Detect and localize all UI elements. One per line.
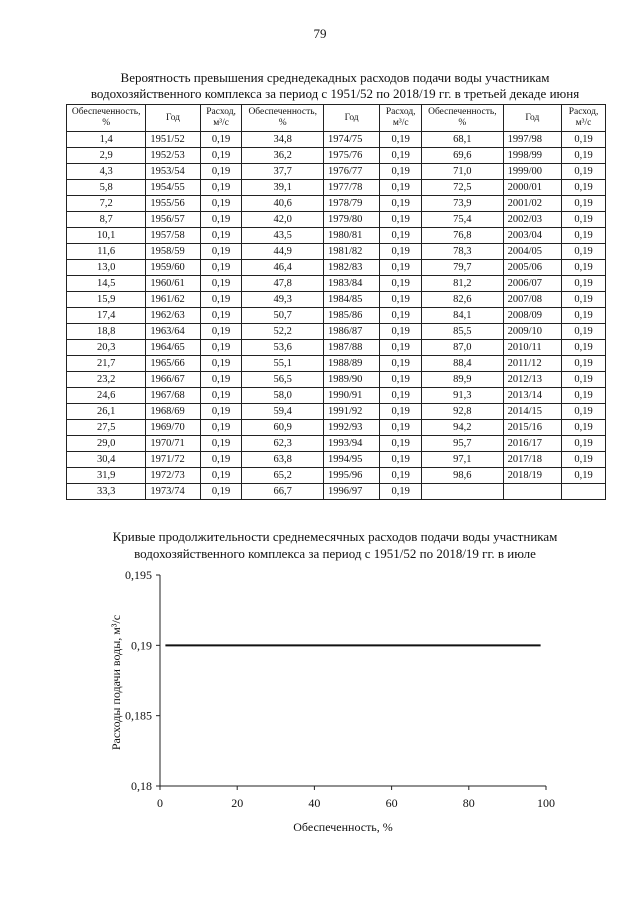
table-cell: 2010/11: [503, 340, 561, 356]
table-cell: 1966/67: [146, 372, 200, 388]
table-cell: 1995/96: [323, 468, 379, 484]
table-cell: 1952/53: [146, 148, 200, 164]
header-cell: Обеспеченность, %: [422, 105, 503, 132]
table-title-line-1: Вероятность превышения среднедекадных расходов подачи воды участникам: [120, 70, 550, 85]
table-cell: 62,3: [242, 436, 323, 452]
x-tick-label: 60: [385, 796, 398, 810]
table-cell: 52,2: [242, 324, 323, 340]
table-cell: 0,19: [562, 228, 606, 244]
table-cell: 2000/01: [503, 180, 561, 196]
table-cell: 47,8: [242, 276, 323, 292]
table-cell: 26,1: [67, 404, 146, 420]
table-cell: 23,2: [67, 372, 146, 388]
table-cell: 1985/86: [323, 308, 379, 324]
y-tick-label: 0,195: [125, 568, 152, 582]
table-cell: 0,19: [380, 340, 422, 356]
table-cell: 84,1: [422, 308, 503, 324]
table-cell: 1953/54: [146, 164, 200, 180]
table-cell: 0,19: [380, 468, 422, 484]
table-cell: 0,19: [380, 372, 422, 388]
table-cell: 0,19: [380, 388, 422, 404]
table-cell: 0,19: [380, 484, 422, 500]
table-cell: 1993/94: [323, 436, 379, 452]
x-tick-label: 40: [308, 796, 321, 810]
table-cell: 97,1: [422, 452, 503, 468]
table-cell: 1958/59: [146, 244, 200, 260]
table-cell: 0,19: [380, 308, 422, 324]
table-cell: 0,19: [380, 436, 422, 452]
table-cell: 14,5: [67, 276, 146, 292]
table-cell: 1962/63: [146, 308, 200, 324]
table-cell: 29,0: [67, 436, 146, 452]
table-cell: 2007/08: [503, 292, 561, 308]
table-cell: 1969/70: [146, 420, 200, 436]
table-cell: 1957/58: [146, 228, 200, 244]
table-cell: 1976/77: [323, 164, 379, 180]
table-cell: 49,3: [242, 292, 323, 308]
table-cell: 30,4: [67, 452, 146, 468]
table-cell: 27,5: [67, 420, 146, 436]
table-cell: 2,9: [67, 148, 146, 164]
table-cell: 10,1: [67, 228, 146, 244]
table-cell: 40,6: [242, 196, 323, 212]
table-cell: 17,4: [67, 308, 146, 324]
table-cell: 1999/00: [503, 164, 561, 180]
table-cell: 98,6: [422, 468, 503, 484]
table-cell: 0,19: [380, 452, 422, 468]
table-cell: 8,7: [67, 212, 146, 228]
table-cell: 1997/98: [503, 132, 561, 148]
y-tick-label: 0,18: [131, 779, 152, 793]
table-cell: 1972/73: [146, 468, 200, 484]
table-cell: 20,3: [67, 340, 146, 356]
table-cell: 0,19: [200, 420, 242, 436]
table-cell: 0,19: [200, 308, 242, 324]
table-cell: 0,19: [380, 420, 422, 436]
table-cell: 1,4: [67, 132, 146, 148]
table-cell: 68,1: [422, 132, 503, 148]
table-cell: 0,19: [562, 196, 606, 212]
table-cell: 1975/76: [323, 148, 379, 164]
table-cell: 1983/84: [323, 276, 379, 292]
table-cell: 58,0: [242, 388, 323, 404]
table-cell: 0,19: [562, 148, 606, 164]
table-cell: 81,2: [422, 276, 503, 292]
table-cell: 1963/64: [146, 324, 200, 340]
header-cell: Год: [323, 105, 379, 132]
chart-title-line-2: водохозяйственного комплекса за период с 1951/52 по 2018/19 гг. в июле: [134, 546, 536, 561]
table-cell: 0,19: [562, 308, 606, 324]
table-cell: 76,8: [422, 228, 503, 244]
table-cell: 1968/69: [146, 404, 200, 420]
table-cell: 46,4: [242, 260, 323, 276]
table-cell: 2011/12: [503, 356, 561, 372]
table-cell: 0,19: [380, 244, 422, 260]
table-cell: 2012/13: [503, 372, 561, 388]
table-cell: 91,3: [422, 388, 503, 404]
table-cell: 79,7: [422, 260, 503, 276]
table-cell: 53,6: [242, 340, 323, 356]
table-cell: 0,19: [200, 148, 242, 164]
table-cell: 56,5: [242, 372, 323, 388]
table-cell: 0,19: [200, 228, 242, 244]
table-cell: 2009/10: [503, 324, 561, 340]
table-cell: 24,6: [67, 388, 146, 404]
table-cell: 0,19: [380, 196, 422, 212]
table-cell: 1979/80: [323, 212, 379, 228]
table-cell: 0,19: [562, 372, 606, 388]
table-cell: 0,19: [380, 148, 422, 164]
table-cell: 1984/85: [323, 292, 379, 308]
table-cell: 1998/99: [503, 148, 561, 164]
table-cell: 0,19: [200, 324, 242, 340]
table-cell: 0,19: [380, 292, 422, 308]
table-cell: 0,19: [200, 132, 242, 148]
table-cell: 13,0: [67, 260, 146, 276]
table-cell: 15,9: [67, 292, 146, 308]
header-cell: Расход, м³/с: [380, 105, 422, 132]
table-cell: 1951/52: [146, 132, 200, 148]
table-cell: 1964/65: [146, 340, 200, 356]
table-cell: 34,8: [242, 132, 323, 148]
chart-title-line-1: Кривые продолжительности среднемесячных расходов подачи воды участникам: [112, 529, 558, 544]
x-axis-label: Обеспеченность, %: [293, 820, 393, 834]
table-cell: 37,7: [242, 164, 323, 180]
table-cell: 1956/57: [146, 212, 200, 228]
table-cell: 1982/83: [323, 260, 379, 276]
table-cell: 2006/07: [503, 276, 561, 292]
table-cell: 0,19: [200, 292, 242, 308]
table-cell: 0,19: [380, 276, 422, 292]
table-cell: 43,5: [242, 228, 323, 244]
table-cell: 0,19: [562, 436, 606, 452]
table-cell: 0,19: [562, 420, 606, 436]
table-cell: 0,19: [562, 452, 606, 468]
table-cell: 1961/62: [146, 292, 200, 308]
header-cell: Обеспеченность, %: [242, 105, 323, 132]
table-cell: 87,0: [422, 340, 503, 356]
table-cell: 59,4: [242, 404, 323, 420]
table-cell: 55,1: [242, 356, 323, 372]
table-cell: 0,19: [380, 180, 422, 196]
table-cell: 0,19: [200, 372, 242, 388]
table-cell: 78,3: [422, 244, 503, 260]
x-tick-label: 100: [537, 796, 555, 810]
table-cell: 0,19: [562, 388, 606, 404]
table-cell: 71,0: [422, 164, 503, 180]
table-cell: 0,19: [200, 452, 242, 468]
table-cell: 72,5: [422, 180, 503, 196]
table-cell: 1989/90: [323, 372, 379, 388]
table-cell: 0,19: [200, 484, 242, 500]
y-tick-label: 0,19: [131, 638, 152, 653]
table-cell: 50,7: [242, 308, 323, 324]
table-cell: 2017/18: [503, 452, 561, 468]
y-tick-label: 0,185: [125, 708, 152, 723]
table-cell: 0,19: [562, 132, 606, 148]
table-cell: 1970/71: [146, 436, 200, 452]
table-cell: 2008/09: [503, 308, 561, 324]
table-cell: 0,19: [200, 356, 242, 372]
table-cell: 0,19: [200, 196, 242, 212]
table-cell: 31,9: [67, 468, 146, 484]
table-cell: 2004/05: [503, 244, 561, 260]
table-cell: 0,19: [562, 468, 606, 484]
table-cell: 1965/66: [146, 356, 200, 372]
table-cell: 1954/55: [146, 180, 200, 196]
table-cell: 0,19: [562, 340, 606, 356]
table-cell: 33,3: [67, 484, 146, 500]
table-cell: 1981/82: [323, 244, 379, 260]
table-cell: 0,19: [380, 212, 422, 228]
header-cell: Расход, м³/с: [200, 105, 242, 132]
table-cell: 1974/75: [323, 132, 379, 148]
table-cell: 2003/04: [503, 228, 561, 244]
table-cell: 0,19: [200, 340, 242, 356]
table-cell: 0,19: [562, 276, 606, 292]
page-number: 79: [313, 26, 327, 41]
table-cell: 0,19: [200, 180, 242, 196]
table-cell: 1996/97: [323, 484, 379, 500]
table-cell: 1977/78: [323, 180, 379, 196]
table-cell: 1959/60: [146, 260, 200, 276]
table-cell: 0,19: [200, 404, 242, 420]
table-cell: 0,19: [380, 164, 422, 180]
table-cell: 1991/92: [323, 404, 379, 420]
table-cell: 0,19: [200, 244, 242, 260]
table-cell: 2002/03: [503, 212, 561, 228]
table-cell: 85,5: [422, 324, 503, 340]
header-cell: Обеспеченность, %: [67, 105, 146, 132]
table-cell: 4,3: [67, 164, 146, 180]
table-cell: 0,19: [200, 468, 242, 484]
table-cell: 1988/89: [323, 356, 379, 372]
table-cell: 0,19: [562, 212, 606, 228]
table-cell: 2001/02: [503, 196, 561, 212]
table-cell: 1971/72: [146, 452, 200, 468]
table-cell: 94,2: [422, 420, 503, 436]
table-cell: 0,19: [562, 164, 606, 180]
table-cell: 1960/61: [146, 276, 200, 292]
table-cell: 44,9: [242, 244, 323, 260]
table-cell: 2005/06: [503, 260, 561, 276]
table-cell: 0,19: [380, 324, 422, 340]
header-cell: Год: [146, 105, 200, 132]
table-cell: 7,2: [67, 196, 146, 212]
table-cell: 0,19: [380, 132, 422, 148]
table-cell: 1980/81: [323, 228, 379, 244]
table-cell: 1955/56: [146, 196, 200, 212]
table-cell: 0,19: [562, 260, 606, 276]
table-cell: 95,7: [422, 436, 503, 452]
table-cell: 1994/95: [323, 452, 379, 468]
table-cell: 11,6: [67, 244, 146, 260]
table-cell: 89,9: [422, 372, 503, 388]
table-cell: 0,19: [200, 212, 242, 228]
table-cell: 1978/79: [323, 196, 379, 212]
table-cell: 0,19: [562, 244, 606, 260]
x-tick-label: 0: [157, 796, 163, 810]
table-cell: 1992/93: [323, 420, 379, 436]
table-cell: 2016/17: [503, 436, 561, 452]
table-cell: 1990/91: [323, 388, 379, 404]
table-cell: 2013/14: [503, 388, 561, 404]
table-cell: 36,2: [242, 148, 323, 164]
table-cell: 0,19: [380, 404, 422, 420]
table-cell: 92,8: [422, 404, 503, 420]
table-cell: 0,19: [380, 356, 422, 372]
table-cell: 21,7: [67, 356, 146, 372]
table-cell: 0,19: [200, 388, 242, 404]
table-cell: 63,8: [242, 452, 323, 468]
table-cell: 1986/87: [323, 324, 379, 340]
table-cell: 1987/88: [323, 340, 379, 356]
table-cell: 0,19: [380, 228, 422, 244]
table-cell: 0,19: [562, 180, 606, 196]
table-cell: 2015/16: [503, 420, 561, 436]
table-cell: 75,4: [422, 212, 503, 228]
table-cell: 0,19: [200, 260, 242, 276]
table-cell: 88,4: [422, 356, 503, 372]
table-cell: 60,9: [242, 420, 323, 436]
x-tick-label: 80: [462, 796, 475, 810]
table-cell: 42,0: [242, 212, 323, 228]
table-cell: 82,6: [422, 292, 503, 308]
table-cell: 0,19: [562, 292, 606, 308]
table-cell: 1973/74: [146, 484, 200, 500]
table-title-line-2: водохозяйственного комплекса за период с 1951/52 по 2018/19 гг. в третьей декаде июня: [90, 86, 580, 101]
table-cell: 0,19: [380, 260, 422, 276]
table-cell: 0,19: [200, 276, 242, 292]
table-cell: 1967/68: [146, 388, 200, 404]
y-axis-label: Расходы подачи воды, м³/с: [109, 614, 123, 751]
table-cell: 18,8: [67, 324, 146, 340]
table-cell: 0,19: [562, 356, 606, 372]
table-cell: 0,19: [562, 324, 606, 340]
header-cell: Год: [503, 105, 561, 132]
table-cell: 0,19: [200, 164, 242, 180]
x-tick-label: 20: [231, 796, 244, 810]
header-cell: Расход, м³/с: [562, 105, 606, 132]
table-cell: 69,6: [422, 148, 503, 164]
table-cell: 65,2: [242, 468, 323, 484]
table-cell: 73,9: [422, 196, 503, 212]
table-cell: 2014/15: [503, 404, 561, 420]
table-cell: 39,1: [242, 180, 323, 196]
table-cell: 0,19: [562, 404, 606, 420]
table-cell: 5,8: [67, 180, 146, 196]
table-cell: 66,7: [242, 484, 323, 500]
table-cell: 2018/19: [503, 468, 561, 484]
table-cell: 0,19: [200, 436, 242, 452]
